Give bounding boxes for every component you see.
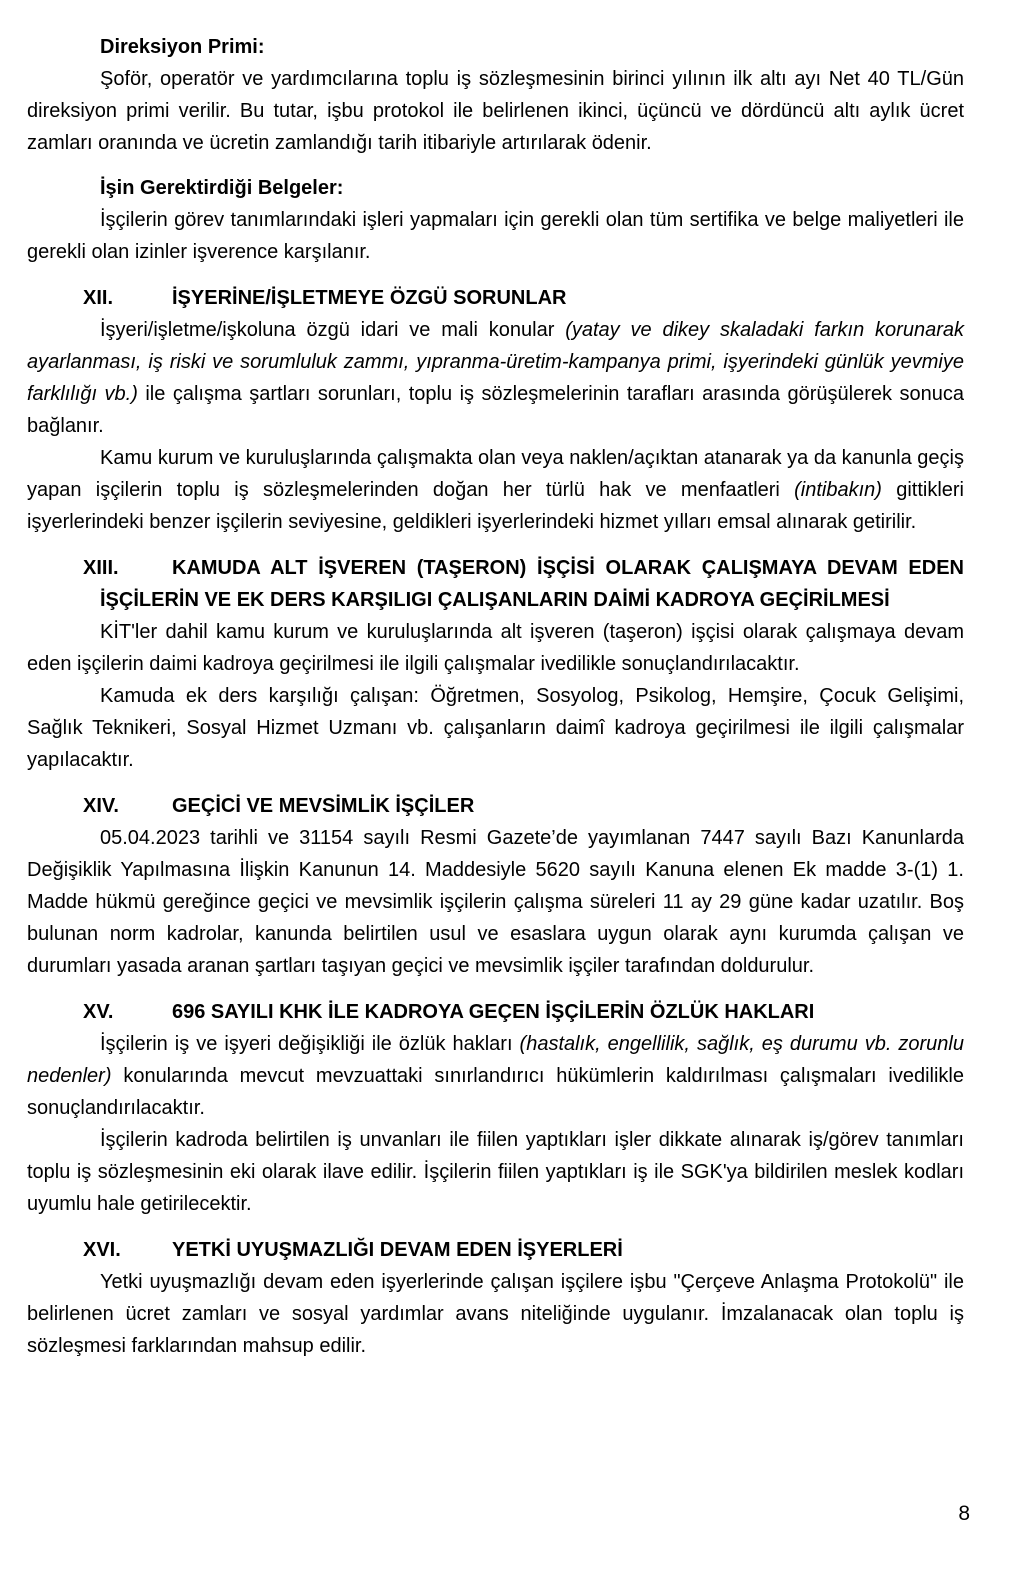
text-run-italic: (intibakın) — [794, 479, 882, 501]
paragraph-xii-1 — [27, 314, 964, 442]
text-run-italic: (hastalık, engellilik, sağlık, eş durumu vb. zorunlu nedenler) — [27, 1033, 964, 1087]
section-title-xiv: GEÇİCİ VE MEVSİMLİK İŞÇİLER — [172, 795, 475, 817]
section-heading-xvi — [27, 1234, 964, 1266]
section-heading-xiii — [27, 552, 964, 616]
paragraph-xiii-2: Kamuda ek ders karşılığı çalışan: Öğretmen, Sosyolog, Psikolog, Hemşire, Çocuk Gelişimi, Sağlık Teknikeri, Sosyal Hizmet Uzmanı vb. çalışanların daimî kadroya geçirilmesi ile ilgili çalışmalar yapılacaktır. — [27, 685, 964, 771]
section-title-xvi: YETKİ UYUŞMAZLIĞI DEVAM EDEN İŞYERLERİ — [172, 1239, 623, 1261]
text-run-italic: (yatay ve dikey skaladaki farkın korunarak ayarlanması, iş riski ve sorumluluk zammı, yıpranma-üretim-kampanya primi, işyerindeki günlük yevmiye farklılığı vb.) — [27, 319, 964, 405]
section-number-xiv: XIV. — [83, 795, 119, 817]
paragraph-xvi-1: Yetki uyuşmazlığı devam eden işyerlerinde çalışan işçilere işbu "Çerçeve Anlaşma Protokolü" ile belirlenen ücret zamları ve sosyal yardımlar avans niteliğinde uygulanır. İmzalanacak olan toplu iş sözleşmesi farklarından mahsup edilir. — [27, 1271, 964, 1357]
paragraph-direksiyon-primi: Şoför, operatör ve yardımcılarına toplu iş sözleşmesinin birinci yılının ilk altı ayı Net 40 TL/Gün direksiyon primi verilir. Bu tutar, işbu protokol ile belirlenen ikinci, üçüncü ve dördüncü altı aylık ücret zamları oranında ve ücretin zamlandığı tarih itibariyle artırılarak ödenir. — [27, 68, 964, 154]
section-number-xii: XII. — [83, 287, 114, 309]
section-heading-xiv — [27, 790, 964, 822]
paragraph-xiv-1: 05.04.2023 tarihli ve 31154 sayılı Resmi Gazete’de yayımlanan 7447 sayılı Bazı Kanunlarda Değişiklik Yapılmasına İlişkin Kanunun 14. Maddesiyle 5620 sayılı Kanuna elenen Ek madde 3-(1) 1. Madde hükmü gereğince geçici ve mevsimlik işçilerin çalışma süreleri 11 ay 29 güne kadar uzatılır. Boş bulunan norm kadrolar, kanunda belirtilen usul ve esaslara uygun olarak aynı kurumda çalışan ve durumları yasada aranan şartları taşıyan geçici ve mevsimlik işçiler tarafından doldurulur. — [27, 827, 964, 977]
section-title-xiii: KAMUDA ALT İŞVEREN (TAŞERON) İŞÇİSİ OLARAK ÇALIŞMAYA DEVAM EDEN İŞÇİLERİN VE EK DERS KARŞILIGI ÇALIŞANLARIN DAİMİ KADROYA GEÇİRİLMESİ — [100, 557, 964, 611]
subheading-direksiyon-primi: Direksiyon Primi: — [100, 36, 265, 58]
section-number-xiii: XIII. — [83, 557, 119, 579]
paragraph-xii-2 — [27, 442, 964, 538]
section-heading-xv — [27, 996, 964, 1028]
text-run: konularında mevcut mevzuattaki sınırlandırıcı hükümlerin kaldırılması çalışmaları ivedilikle sonuçlandırılacaktır. — [27, 1065, 964, 1119]
text-run: İşçilerin iş ve işyeri değişikliği ile özlük hakları — [100, 1033, 520, 1055]
paragraph-xiii-1: KİT'ler dahil kamu kurum ve kuruluşlarında alt işveren (taşeron) işçisi olarak çalışmaya devam eden işçilerin daimi kadroya geçirilmesi ile ilgili çalışmalar ivedilikle sonuçlandırılacaktır. — [27, 621, 964, 675]
section-title-xii: İŞYERİNE/İŞLETMEYE ÖZGÜ SORUNLAR — [172, 287, 567, 309]
section-title-xv: 696 SAYILI KHK İLE KADROYA GEÇEN İŞÇİLERİN ÖZLÜK HAKLARI — [172, 1001, 815, 1023]
paragraph-xv-1 — [27, 1028, 964, 1124]
paragraph-xv-2: İşçilerin kadroda belirtilen iş unvanları ile fiilen yaptıkları işler dikkate alınarak iş/görev tanımları toplu iş sözleşmesinin eki olarak ilave edilir. İşçilerin fiilen yaptıkları iş ile SGK'ya bildirilen meslek kodları uyumlu hale getirilecektir. — [27, 1129, 964, 1215]
text-run: gittikleri işyerlerindeki benzer işçilerin seviyesine, geldikleri işyerlerindeki hizmet yılları emsal alınarak getirilir. — [27, 479, 964, 533]
section-heading-xii — [27, 282, 964, 314]
text-run: Kamu kurum ve kuruluşlarında çalışmakta olan veya naklen/açıktan atanarak ya da kanunla geçiş yapan işçilerin toplu iş sözleşmelerinden doğan her türlü hak ve menfaatleri — [27, 447, 964, 501]
section-number-xv: XV. — [83, 1001, 114, 1023]
text-run: İşyeri/işletme/işkoluna özgü idari ve mali konular — [100, 319, 566, 341]
page-number: 8 — [958, 1502, 970, 1525]
text-run: ile çalışma şartları sorunları, toplu iş sözleşmelerinin tarafları arasında görüşülerek sonuca bağlanır. — [27, 383, 964, 437]
section-number-xvi: XVI. — [83, 1239, 121, 1261]
paragraph-isin-gerektirdigi-belgeler: İşçilerin görev tanımlarındaki işleri yapmaları için gerekli olan tüm sertifika ve belge maliyetleri ile gerekli olan izinler işverence karşılanır. — [27, 209, 964, 263]
subheading-isin-gerektirdigi-belgeler: İşin Gerektirdiği Belgeler: — [100, 177, 344, 199]
